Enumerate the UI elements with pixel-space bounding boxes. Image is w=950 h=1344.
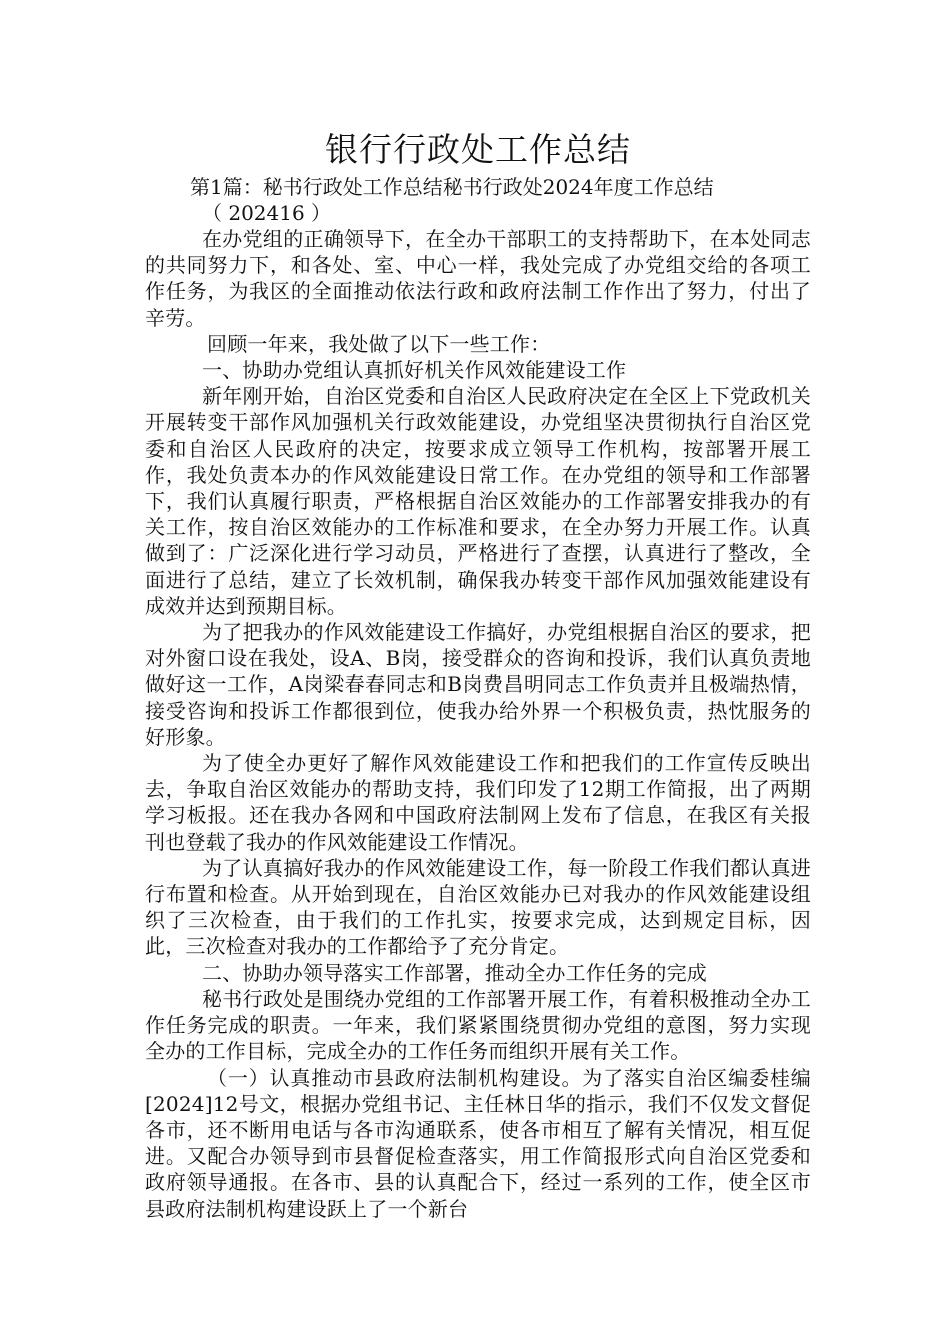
paragraph-subsection-1: （一）认真推动市县政府法制机构建设。为了落实自治区编委桂编[2024]12号文，根据办党组书记、主任林日华的指示，我们不仅发文督促各市，还不断用电话与各市沟通联系，使各市相互了解有关情况，相互促进。又配合办领导到市县督促检查落实，用工作简报形式向自治区党委和政府领导通报。在各市、县的认真配合下，经过一系列的工作，使全区市县政府法制机构建设跃上了一个新台	[145, 1065, 811, 1221]
document-subtitle: 第1篇：秘书行政处工作总结秘书行政处2024年度工作总结	[190, 175, 714, 199]
paragraph-body: 为了使全办更好了解作风效能建设工作和把我们的工作宣传反映出去，争取自治区效能办的帮助支持，我们印发了12期工作简报，出了两期学习板报。还在我办各网和中国政府法制网上发布了信息，在我区有关报刊也登载了我办的作风效能建设工作情况。	[145, 751, 811, 854]
paragraph-body: 为了认真搞好我办的作风效能建设工作，每一阶段工作我们都认真进行布置和检查。从开始到现在，自治区效能办已对我办的作风效能建设组织了三次检查，由于我们的工作扎实，按要求完成，达到规定目标，因此，三次检查对我办的工作都给予了充分肯定。	[145, 855, 811, 959]
section-heading-1: 一、协助办党组认真抓好机关作风效能建设工作	[202, 358, 627, 383]
paragraph-intro: 在办党组的正确领导下，在全办干部职工的支持帮助下，在本处同志的共同努力下，和各处、室、中心一样，我处完成了办党组交给的各项工作任务，为我区的全面推动依法行政和政府法制工作作出了努力，付出了辛劳。	[145, 227, 811, 330]
paragraph-body: 秘书行政处是围绕办党组的工作部署开展工作，有着积极推动全办工作任务完成的职责。一年来，我们紧紧围绕贯彻办党组的意图，努力实现全办的工作目标，完成全办的工作任务而组织开展有关工作。	[145, 986, 811, 1064]
section-heading-2: 二、协助办领导落实工作部署，推动全办工作任务的完成	[202, 960, 707, 985]
paragraph-body: 为了把我办的作风效能建设工作搞好，办党组根据自治区的要求，把对外窗口设在我处，设A、B岗，接受群众的咨询和投诉，我们认真负责地做好这一工作，A岗梁春春同志和B岗费昌明同志工作负责并且极端热情，接受咨询和投诉工作都很到位，使我办给外界一个积极负责，热忱服务的好形象。	[145, 620, 811, 749]
document-date: （ 202416 ）	[202, 201, 332, 225]
document-title: 银行行政处工作总结	[325, 130, 631, 169]
paragraph-body: 新年刚开始，自治区党委和自治区人民政府决定在全区上下党政机关开展转变干部作风加强机关行政效能建设，办党组坚决贯彻执行自治区党委和自治区人民政府的决定，按要求成立领导工作机构，按部署开展工作，我处负责本办的作风效能建设日常工作。在办党组的领导和工作部署下，我们认真履行职责，严格根据自治区效能办的工作部署安排我办的有关工作，按自治区效能办的工作标准和要求，在全办努力开展工作。认真做到了：广泛深化进行学习动员，严格进行了查摆，认真进行了整改，全面进行了总结，建立了长效机制，确保我办转变干部作风加强效能建设有成效并达到预期目标。	[145, 384, 811, 618]
document-page	[145, 128, 811, 1222]
paragraph-review: 回顾一年来，我处做了以下一些工作：	[207, 331, 551, 356]
